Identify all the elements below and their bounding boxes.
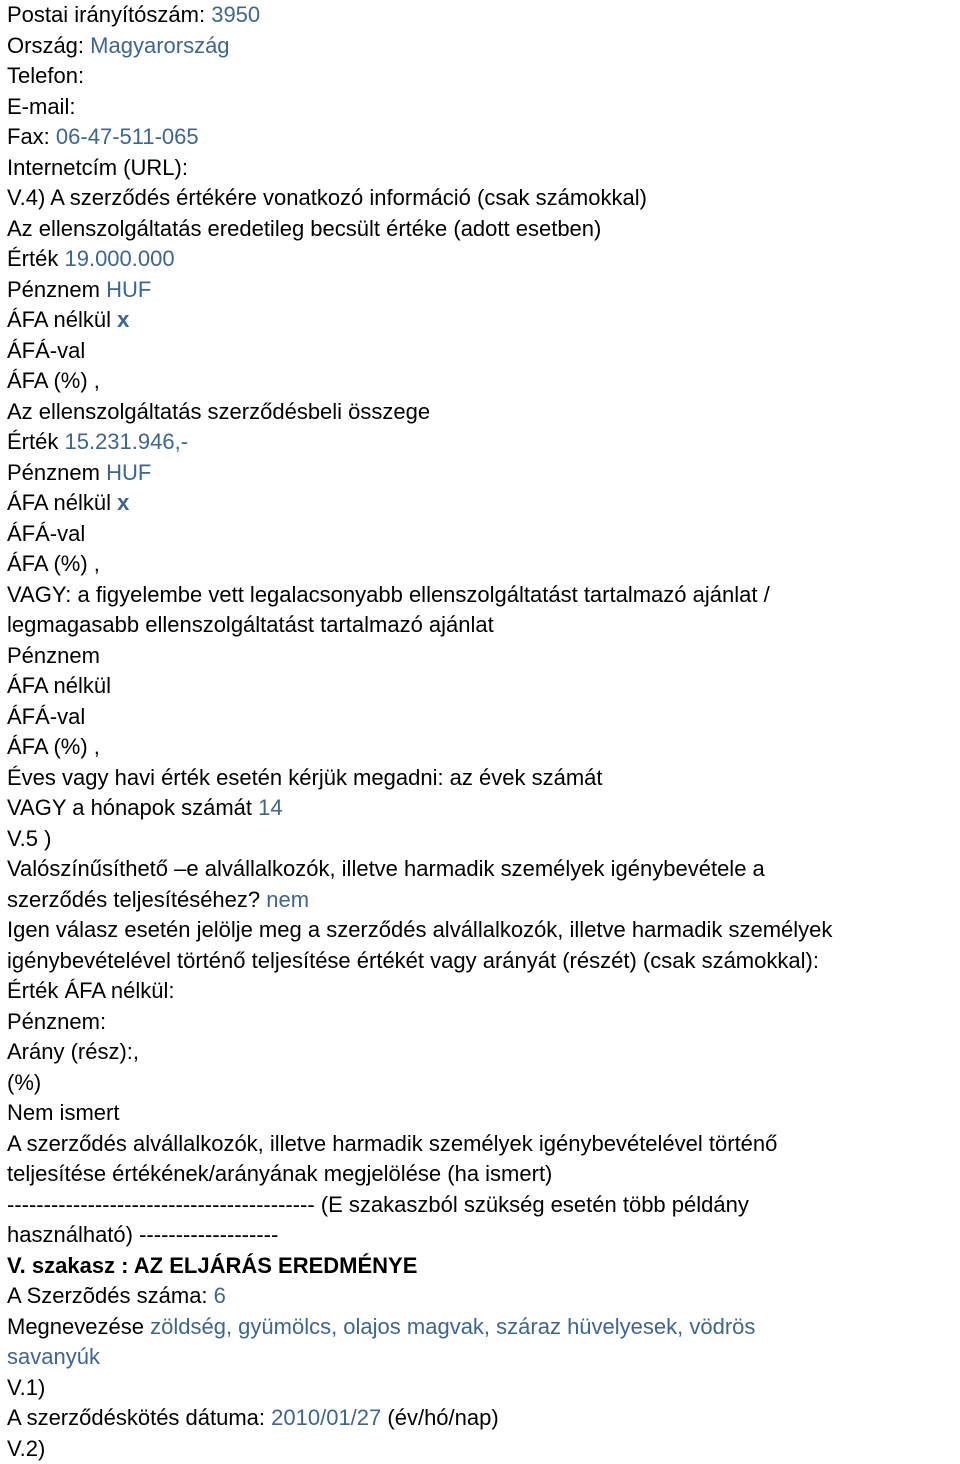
offer-vat-pct-line: ÁFA (%) , <box>7 732 960 763</box>
name-line-2 <box>7 1342 960 1373</box>
subcontract-instr-2: igénybevételével történő teljesítése értékét vagy arányát (részét) (csak számokkal): <box>7 946 960 977</box>
contract-value: 15.231.946,- <box>64 429 188 454</box>
postal-code-value: 3950 <box>211 2 260 27</box>
name-value-1: zöldség, gyümölcs, olajos magvak, száraz hüvelyesek, vödrös <box>150 1314 755 1339</box>
contract-value-line: Érték 15.231.946,- <box>7 427 960 458</box>
name-value-2: savanyúk <box>7 1344 100 1369</box>
contract-vat-incl-line: ÁFÁ-val <box>7 519 960 550</box>
estimated-currency-line: Pénznem HUF <box>7 275 960 306</box>
subcontract-heading: V.5 ) <box>7 824 960 855</box>
estimated-title: Az ellenszolgáltatás eredetileg becsült értéke (adott esetben) <box>7 214 960 245</box>
estimated-vat-pct-line: ÁFA (%) , <box>7 366 960 397</box>
postal-code-line: Postai irányítószám: 3950 <box>7 0 960 31</box>
subcontract-question-1: Valószínűsíthető –e alvállalkozók, illetve harmadik személyek igénybevétele a <box>7 854 960 885</box>
estimated-currency: HUF <box>106 277 151 302</box>
estimated-vat-excl-line: ÁFA nélkül x <box>7 305 960 336</box>
subcontract-instr-1: Igen válasz esetén jelölje meg a szerződés alvállalkozók, illetve harmadik személyek <box>7 915 960 946</box>
separator-line-2: használható) ------------------- <box>7 1220 960 1251</box>
subcontract-desc-1: A szerződés alvállalkozók, illetve harmadik személyek igénybevételével történő <box>7 1129 960 1160</box>
subcontract-value-line: Érték ÁFA nélkül: <box>7 976 960 1007</box>
contract-number-value: 6 <box>214 1283 226 1308</box>
estimated-vat-incl-line: ÁFÁ-val <box>7 336 960 367</box>
offer-line-1: VAGY: a figyelembe vett legalacsonyabb ellenszolgáltatást tartalmazó ajánlat / <box>7 580 960 611</box>
estimated-vat-excl-mark: x <box>117 307 129 332</box>
contract-date-value: 2010/01/27 <box>271 1405 381 1430</box>
offer-line-2: legmagasabb ellenszolgáltatást tartalmazó ajánlat <box>7 610 960 641</box>
contract-currency-line: Pénznem HUF <box>7 458 960 489</box>
offer-vat-incl-line: ÁFÁ-val <box>7 702 960 733</box>
subcontract-desc-2: teljesítése értékének/arányának megjelölése (ha ismert) <box>7 1159 960 1190</box>
v2-heading: V.2) <box>7 1434 960 1464</box>
subcontract-answer: nem <box>266 887 309 912</box>
contract-vat-excl-mark: x <box>117 490 129 515</box>
country-value: Magyarország <box>90 33 229 58</box>
contract-title: Az ellenszolgáltatás szerződésbeli összege <box>7 397 960 428</box>
separator-line-1: ------------------------------------------ (E szakaszból szükség esetén több példány <box>7 1190 960 1221</box>
url-line: Internetcím (URL): <box>7 153 960 184</box>
subcontract-unknown-line: Nem ismert <box>7 1098 960 1129</box>
contract-date-line: A szerződéskötés dátuma: 2010/01/27 (év/hó/nap) <box>7 1403 960 1434</box>
subcontract-question-2: szerződés teljesítéséhez? nem <box>7 885 960 916</box>
contract-currency: HUF <box>106 460 151 485</box>
estimated-value-line: Érték 19.000.000 <box>7 244 960 275</box>
subcontract-pct-line: (%) <box>7 1068 960 1099</box>
months-value: 14 <box>258 795 282 820</box>
value-info-heading: V.4) A szerződés értékére vonatkozó információ (csak számokkal) <box>7 183 960 214</box>
country-line: Ország: Magyarország <box>7 31 960 62</box>
name-line-1: Megnevezése zöldség, gyümölcs, olajos magvak, száraz hüvelyesek, vödrös <box>7 1312 960 1343</box>
email-line: E-mail: <box>7 92 960 123</box>
v1-heading: V.1) <box>7 1373 960 1404</box>
contract-number-line: A Szerzõdés száma: 6 <box>7 1281 960 1312</box>
contract-vat-excl-line: ÁFA nélkül x <box>7 488 960 519</box>
fax-value: 06-47-511-065 <box>56 124 199 149</box>
contract-vat-pct-line: ÁFA (%) , <box>7 549 960 580</box>
months-line: VAGY a hónapok számát 14 <box>7 793 960 824</box>
section-heading: V. szakasz : AZ ELJÁRÁS EREDMÉNYE <box>7 1251 960 1282</box>
subcontract-currency-line: Pénznem: <box>7 1007 960 1038</box>
fax-line: Fax: 06-47-511-065 <box>7 122 960 153</box>
offer-vat-excl-line: ÁFA nélkül <box>7 671 960 702</box>
phone-line: Telefon: <box>7 61 960 92</box>
subcontract-ratio-line: Arány (rész):, <box>7 1037 960 1068</box>
estimated-value: 19.000.000 <box>64 246 174 271</box>
offer-currency-line: Pénznem <box>7 641 960 672</box>
annual-line: Éves vagy havi érték esetén kérjük megadni: az évek számát <box>7 763 960 794</box>
